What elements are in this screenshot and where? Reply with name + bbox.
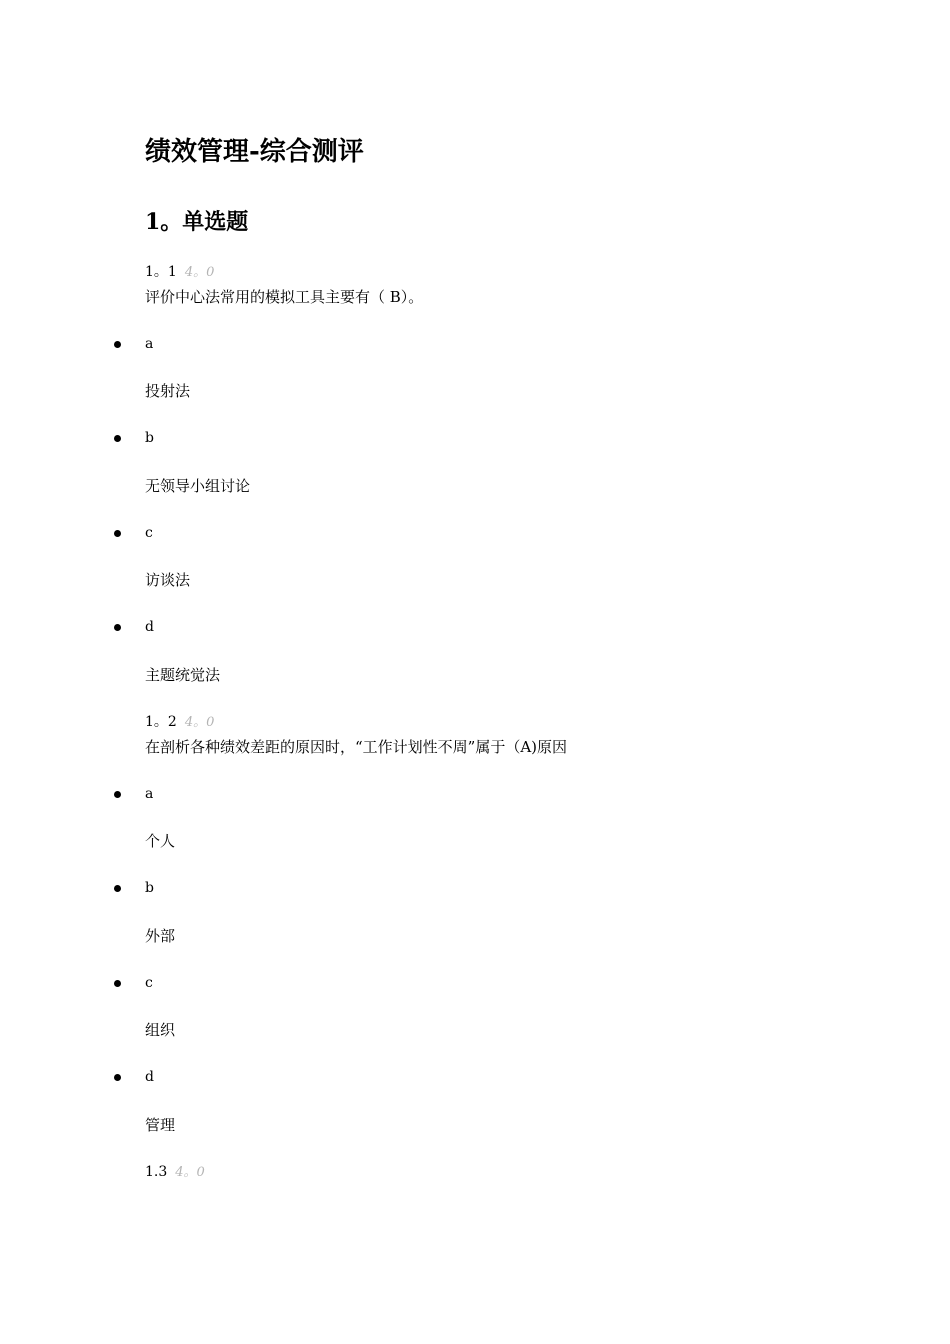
question-number: 1。1: [145, 264, 177, 280]
question-score: 4。0: [175, 1165, 205, 1180]
question-number: 1.3: [145, 1164, 168, 1180]
question-text: 评价中心法常用的模拟工具主要有（ B）。: [145, 288, 424, 306]
option-text: 管理: [145, 1116, 176, 1134]
question-score: 4。0: [184, 265, 215, 280]
question-number: 1。2: [145, 714, 177, 730]
option-letter: a: [145, 336, 154, 352]
question-header: [145, 713, 214, 732]
option-letter: b: [145, 430, 154, 446]
option-letter: a: [145, 786, 154, 802]
option-letter: c: [145, 975, 153, 991]
bullet-icon: [114, 980, 121, 987]
bullet-icon: [114, 791, 121, 798]
bullet-icon: [114, 435, 121, 442]
bullet-icon: [114, 624, 121, 631]
option-text: 外部: [145, 927, 176, 945]
bullet-icon: [114, 530, 121, 537]
option-letter: b: [145, 880, 154, 896]
option-text: 无领导小组讨论: [145, 477, 251, 495]
option-text: 投射法: [145, 382, 191, 400]
bullet-icon: [114, 341, 121, 348]
option-letter: c: [145, 525, 153, 541]
option-text: 访谈法: [145, 571, 191, 589]
option-letter: d: [145, 619, 154, 635]
bullet-icon: [114, 885, 121, 892]
option-text: 组织: [145, 1021, 176, 1039]
bullet-icon: [114, 1074, 121, 1081]
document-title: 绩效管理-综合测评: [145, 137, 364, 167]
question-header: [145, 263, 214, 282]
section-title: 1。单选题: [145, 209, 249, 235]
question-text: 在剖析各种绩效差距的原因时，“工作计划性不周”属于（A)原因: [145, 738, 568, 756]
question-header: [145, 1163, 205, 1182]
option-letter: d: [145, 1069, 154, 1085]
question-score: 4。0: [184, 715, 215, 730]
option-text: 个人: [145, 832, 176, 850]
option-text: 主题统觉法: [145, 666, 221, 684]
